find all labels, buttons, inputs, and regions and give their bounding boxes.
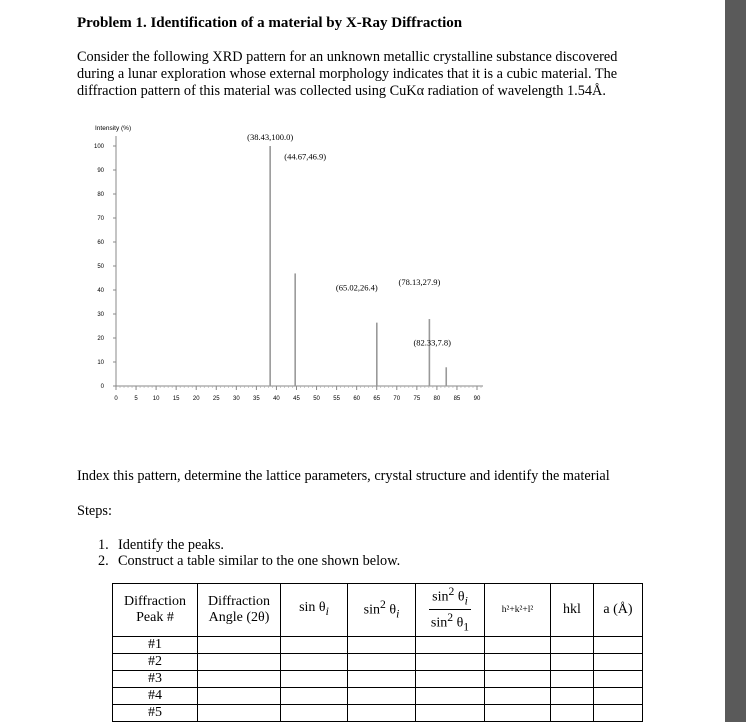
step-item [98,553,400,569]
row-label: #2 [113,653,198,670]
x-tick-label: 65 [373,396,381,402]
header-hkl: hkl [551,584,594,637]
y-axis-label: Intensity (%) [95,125,132,132]
x-tick-label: 25 [212,396,220,402]
row-label: #1 [113,636,198,653]
x-tick-label: 50 [313,396,320,402]
peak-label: (82.33,7.8) [413,337,452,348]
x-tick-label: 15 [172,396,180,402]
table-header-row [113,584,643,637]
table-row [113,653,643,670]
x-tick-label: 40 [273,396,280,402]
step-item [98,537,400,553]
step-number: 2. [98,553,109,569]
x-tick-label: 90 [473,396,481,402]
steps-label: Steps: [77,503,112,519]
row-label: #3 [113,670,198,687]
table-row [113,704,643,721]
x-tick-label: 5 [134,396,138,402]
y-tick-label: 70 [97,216,104,222]
scrollbar[interactable] [725,0,746,722]
problem-title: Problem 1. Identification of a material by X-Ray Diffraction [77,15,463,31]
y-tick-label: 30 [97,312,104,318]
table-row [113,687,643,704]
row-label: #4 [113,687,198,704]
y-tick-label: 90 [97,168,104,174]
header-lattice: a (Å) [594,584,643,637]
index-instruction: Index this pattern, determine the lattice parameters, crystal structure and identify the material [77,468,610,484]
y-tick-label: 60 [97,240,104,246]
x-tick-label: 80 [433,396,441,402]
header-peak: Diffraction Peak # [113,584,198,637]
header-angle: Diffraction Angle (2θ) [198,584,281,637]
x-tick-label: 30 [232,396,240,402]
step-number: 1. [98,537,109,553]
table-row [113,670,643,687]
x-tick-label: 45 [293,396,300,402]
table-row [113,636,643,653]
x-tick-label: 35 [253,396,260,402]
x-tick-label: 75 [413,396,421,402]
y-tick-label: 0 [100,384,104,390]
x-tick-label: 10 [152,396,160,402]
x-tick-label: 85 [453,396,461,402]
header-hkl-sum: h²+k²+l² [485,584,551,637]
y-tick-label: 50 [97,264,104,270]
peak-label: (78.13,27.9) [398,277,441,288]
chart-peaks [247,132,451,386]
steps-list [98,537,400,569]
peak-label: (38.43,100.0) [247,132,294,142]
header-sin2: $\sin^2 \theta_i$ [348,584,416,637]
y-tick-label: 20 [97,336,104,342]
x-tick-label: 70 [393,396,401,402]
x-tick-label: 55 [333,396,340,402]
row-label: #5 [113,704,198,721]
chart-axes [94,125,483,402]
peak-label: (65.02,26.4) [335,282,378,293]
y-tick-label: 10 [97,360,104,366]
step-text: Construct a table similar to the one shown below. [118,553,401,569]
x-tick-label: 20 [192,396,200,402]
peak-label: (44.67,46.9) [284,151,327,162]
header-ratio: $\frac{\sin^2 \theta_i}{\sin^2 \theta_1}$ [416,584,485,637]
y-tick-label: 40 [97,288,104,294]
header-sin: $\sin \theta_i$ [281,584,348,637]
results-table [112,583,643,722]
y-tick-label: 100 [93,144,104,150]
y-tick-label: 80 [97,192,104,198]
x-tick-label: 60 [353,396,361,402]
problem-intro: Consider the following XRD pattern for an unknown metallic crystalline substance discovered during a lunar exploration whose external morphology indicates that it is a cubic material. The diffraction pattern of this material was collected using CuKα radiation of wavelength 1.54Å. [77,49,618,99]
x-tick-label: 0 [114,396,118,402]
step-text: Identify the peaks. [118,537,224,553]
